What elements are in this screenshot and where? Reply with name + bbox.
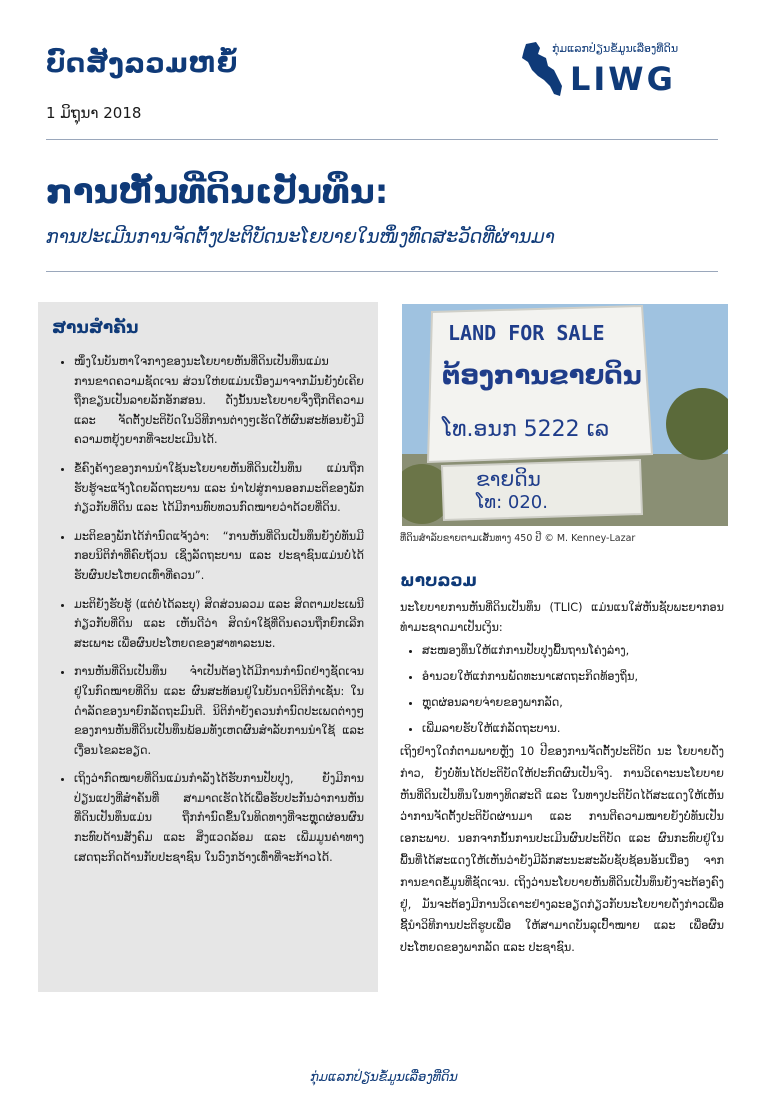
logo-abbreviation: LIWG — [570, 60, 676, 98]
sign-text-line2: ຕ້ອງການຂາຍດິນ — [442, 361, 642, 391]
liwg-logo — [518, 40, 718, 102]
key-points-panel — [38, 302, 378, 992]
key-point-item: • ມະຕິຍັງຮັບຮູ້ (ແຕ່ບໍ່ໄດ້ລະບຸ) ສິດສ່ວນລວມ ແລະ ສິດຕາມປະເພນີກ່ຽວກັບທີ່ດິນ ແລະ ເຫັນດີວ່າ ສິດນຳໃຊ້ທີ່ດິນຄວນຖືກຍົກເລີກສະເພາະ ເພື່ອຜົນປະໂຫຍດຂອງສາທາລະນະ. — [74, 595, 364, 654]
overview-body: ເຖິງຢ່າງໃດກໍ່ຕາມພາຍຫຼັງ 10 ປີຂອງການຈັດຕັ້ງປະຕິບັດ ນະ ໂຍບາຍດັ່ງກ່າວ, ຍັງບໍ່ທັນໄດ້ປະຕິບັດໃຫ້ປະກົດຜົນເປັນຈິງ. ການວິເຄາະນະໂຍບາຍຫັນທີ່ດິນເປັນທຶນໃນທາງທິດສະດີ ແລະ ໃນທາງປະຕິບັດໄດ້ສະແດງໃຫ້ເຫັນວ່າການຈັດຕັ້ງປະຕິບັດຜ່ານມາ ແລະ ການຕີຄວາມໝາຍຍັງບໍ່ທັນເປັນເອກະພາບ. ນອກຈາກນັ້ນການປະເມີນຜົນປະຕິບັດ ແລະ ຜົນກະທົບຢູ່ໃນພື້ນທີ່ໄດ້ສະແດງໃຫ້ເຫັນວ່າຍັງມີລັກສະນະສະລັບຊັບຊ້ອນອັນເນື່ອງ ຈາກການຂາດຂໍ້ມູນທີ່ຊັດເຈນ. ເຖິງວ່ານະໂຍບາຍຫັນທີ່ດິນເປັນທຶນຍັງຈະຕ້ອງຄົງຢູ່, ມັນຈະຕ້ອງມີການວິເຄາະຢ່າງລະອຽດກ່ຽວກັບນະໂຍບາຍດັ່ງກ່າວເພື່ອຊີ້ນຳວິທີການປະຕິຮູບເພື່ອ ໃຫ້ສາມາດບັນລຸເປົ້າໝາຍ ແລະ ເພື່ອຜົນປະໂຫຍດຂອງພາກລັດ ແລະ ປະຊາຊົນ. — [400, 745, 724, 955]
photo-caption: ທີ່ດິນສຳລັບຂາຍຕາມເສັ້ນທາງ 450 ປີ © M. Kenney-Lazar — [400, 533, 636, 544]
sign-text-line5: ໂທ: 020. — [476, 492, 548, 513]
overview-bullet: • ເພີ່ມລາຍຮັບໃຫ້ແກ່ລັດຖະບານ. — [422, 719, 724, 739]
overview-intro: ນະໂຍບາຍການຫັນທີ່ດິນເປັນທຶນ (TLIC) ແມ່ນແນໃສ່ຫັນຊັບພະຍາກອນທຳມະຊາດມາເປັນເງິນ: — [400, 601, 724, 634]
sign-text-line1: LAND FOR SALE — [448, 321, 605, 345]
header-divider — [46, 139, 718, 140]
key-point-item: • ມະຕິຂອງພັກໄດ້ກຳນົດແຈ້ງວ່າ: “ການຫັນທີ່ດິນເປັນທຶນຍັງບໍ່ທັນມີກອບນິຕິກຳທີ່ຄົບຖ້ວນ ເຊິ່ງລັດຖະບານ ແລະ ປະຊາຊົນແມ່ນບໍ່ໄດ້ຮັບຜົນປະໂຫຍດເທົ່າທີ່ຄວນ”. — [74, 527, 364, 586]
key-point-item: • ການຫັນທີ່ດິນເປັນທຶນ ຈຳເປັນຕ້ອງໄດ້ມີການກຳນົດຢ່າງຊັດເຈນຢູ່ໃນກົດໝາຍທີ່ດິນ ແລະ ຜົນສະທ້ອນຢູ່ໃນບັນດານິຕິກຳເຊັ່ນ: ໃນດຳລັດຂອງນາຍົກລັດຖະມົນຕີ. ນິຕິກຳຍັງຄວນກຳນົດປະເພດຕ່າງໆ ຂອງການຫັນທີ່ດິນເປັນທຶນພ້ອມທັງເຫດຜົນສຳລັບການນຳໃຊ້ ແລະ ເງື່ອນໄຂລະອຽດ. — [74, 662, 364, 760]
overview-bullet: • ສະໜອງທຶນໃຫ້ແກ່ການປັບປຸງພື້ນຖານໂຄ່ງລ່າງ, — [422, 641, 724, 661]
overview-heading: ພາບລວມ — [400, 571, 477, 591]
publication-date: 1 ມິຖຸນາ 2018 — [46, 104, 142, 122]
page-subtitle: ການປະເມີນການຈັດຕັ້ງປະຕິບັດນະໂຍບາຍໃນໜຶ່ງທົດສະວັດທີ່ຜ່ານມາ — [46, 226, 555, 248]
overview-bullet-list — [400, 641, 724, 745]
key-point-item: • ເຖິງວ່າກົດໝາຍທີ່ດິນແມ່ນກຳລັງໄດ້ຮັບການປັບປຸງ, ຍັງມີການປ່ຽນແປງທີ່ສຳຄັນທີ່ ສາມາດເຮັດໄດ້ເພື່ອຮັບປະກັນວ່າການຫັນທີ່ດິນເປັນທຶນແມ່ນ ຖືກກຳນົດຂຶ້ນໃນທິດທາງທີ່ຈະຫຼຸດຜ່ອນຜົນກະທົບດ້ານສັງຄົມ ແລະ ສິ່ງແວດລ້ອມ ແລະ ເພີ່ມມູນຄ່າທາງເສດຖະກິດດ້ານກັບປະຊາຊົນ ໃນວົງກວ້າງເທົ່າທີ່ຈະກ້າວໄດ້. — [74, 769, 364, 867]
page-title: ການຫັນທີ່ດິນເປັນທຶນ: — [46, 172, 389, 212]
key-points-list — [48, 352, 364, 867]
brief-label: ບົດສັງລວມຫຍໍ້ — [46, 48, 238, 79]
land-for-sale-photo — [402, 304, 728, 526]
overview-bullet: • ອຳນວຍໃຫ້ແກ່ການພັດທະນາເສດຖະກິດທ້ອງຖິ່ນ, — [422, 667, 724, 687]
logo-org-name: ກຸ່ມແລກປ່ຽນຂໍ້ມູນເລື່ອງທີ່ດິນ — [552, 42, 679, 55]
key-points-heading: ສານສຳຄັນ — [52, 318, 139, 338]
title-divider — [46, 271, 718, 272]
overview-bullet: • ຫຼຸດຜ່ອນລາຍຈ່າຍຂອງພາກລັດ, — [422, 693, 724, 713]
key-point-item: • ຂໍ້ຄົງຄ້າງຂອງການນຳໃຊ້ນະໂຍບາຍຫັນທີ່ດິນເປັນທຶນ ແມ່ນຖືກຮັບຮູ້ຈະແຈ້ງໂດຍລັດຖະບານ ແລະ ນຳໄປສູ່ການອອກມະຕິຂອງພັກກ່ຽວກັບທີ່ດິນ ແລະ ໄດ້ມີການທົບທວນກົດໝາຍວ່າດ້ວຍທີ່ດິນ. — [74, 459, 364, 518]
key-point-item: • ໜຶ່ງໃນບັນຫາໃຈກາງຂອງນະໂຍບາຍຫັນທີ່ດິນເປັນທຶນແມ່ນການຂາດຄວາມຊັດເຈນ ສ່ວນໃຫ່ຍແມ່ນເນື່ອງມາຈາກມັນຍັງບໍ່ເຄີຍຖືກຂຽນເປັນລາຍລັກອັກສອນ. ດັ່ງນັ້ນນະໂຍບາຍຈຶ່ງຖືກຕີຄວາມ ແລະ ຈັດຕັ້ງປະຕິບັດໃນວິທີການຕ່າງໆເຮັດໃຫ້ຜົນສະທ້ອນຍັງມີຄວາມຫຍຸ້ງຍາກທີ່ຈະປະເມີນໄດ້. — [74, 352, 364, 450]
sign-text-line4: ຂາຍດິນ — [476, 467, 541, 491]
page-footer: ກຸ່ມແລກປ່ຽນຂໍ້ມູນເລື່ອງທີ່ດິນ — [310, 1070, 458, 1085]
sign-text-line3: ໂທ.ອນກ 5222 ເລ — [442, 417, 610, 442]
